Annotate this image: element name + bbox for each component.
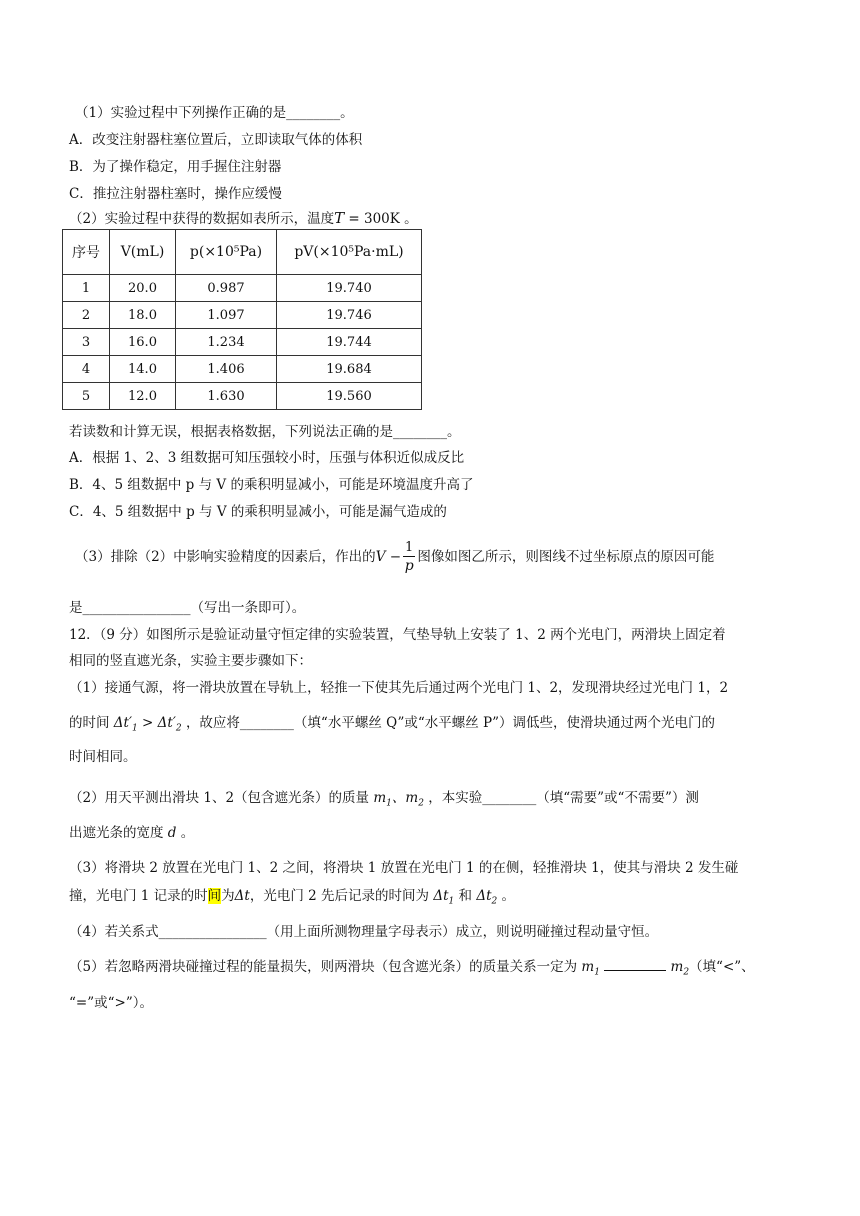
table-header-cell: p(×10⁵Pa) [176,230,277,275]
table-header-cell: V(mL) [110,230,176,275]
q11-part3: （3）排除（2）中影响实验精度的因素后，作出的V − $\frac{1}{p}$ 图像如图乙所示，则图线不过坐标原点的原因可能 [75,540,715,574]
table-cell: 1.630 [176,383,277,410]
q11-p2-option-c: C．4、5 组数据中 p 与 V 的乘积明显减小，可能是漏气造成的 [69,504,447,520]
table-row [63,302,422,329]
q11-part3-cont: 是________________（写出一条即可）。 [69,600,306,616]
q12-step5-cont: “=”或“>”）。 [69,995,153,1011]
table-cell: 5 [63,383,110,410]
table-header-cell: pV(×10⁵Pa·mL) [277,230,422,275]
q12-step1-cont: 的时间 $\Delta t'_1 > \Delta t'_2$ ，故应将________（填“水平螺丝 Q”或“水平螺丝 P”）调低些，使滑块通过两个光电门的 [69,715,716,734]
q12-step5: （5）若忽略两滑块碰撞过程的能量损失，则两滑块（包含遮光条）的质量关系一定为 $m_1$ $m_2$（填“<”、 [69,959,755,978]
table-cell: 18.0 [110,302,176,329]
table-cell: 14.0 [110,356,176,383]
table-cell: 0.987 [176,275,277,302]
table-cell: 19.684 [277,356,422,383]
q12-step4: （4）若关系式________________（用上面所测物理量字母表示）成立，则说明碰撞过程动量守恒。 [69,924,659,940]
q11-p2-option-a: A．根据 1、2、3 组数据可知压强较小时，压强与体积近似成反比 [69,450,465,466]
table-cell: 16.0 [110,329,176,356]
table-cell: 12.0 [110,383,176,410]
q12-step1: （1）接通气源，将一滑块放置在导轨上，轻推一下使其先后通过两个光电门 1、2，发现滑块经过光电门 1，2 [69,680,729,696]
table-cell: 19.746 [277,302,422,329]
q11-part2: （2）实验过程中获得的数据如表所示，温度T = 300K 。 [69,209,418,227]
q12-step3: （3）将滑块 2 放置在光电门 1、2 之间，将滑块 1 放置在光电门 1 的在侧，轻推滑块 1，使其与滑块 2 发生碰 [69,860,739,876]
table-cell: 19.744 [277,329,422,356]
table-cell: 4 [63,356,110,383]
table-cell: 19.560 [277,383,422,410]
table-row [63,329,422,356]
highlighted-char: 间 [207,888,222,904]
q12-step2-cont: 出遮光条的宽度 d 。 [69,825,195,841]
q12-step1-end: 时间相同。 [69,749,137,765]
fraction-one-over-p: $\frac{1}{p}$ [404,540,414,574]
q12-step3-cont: 撞，光电门 1 记录的时间为Δt，光电门 2 先后记录的时间为 $\Delta t_1$ 和 $\Delta t_2$ 。 [69,888,516,907]
table-row [63,383,422,410]
table-cell: 2 [63,302,110,329]
table-cell: 1.406 [176,356,277,383]
table-cell: 20.0 [110,275,176,302]
table-row [63,356,422,383]
table-cell: 3 [63,329,110,356]
table-cell: 1 [63,275,110,302]
q11-p1-option-c: C．推拉注射器柱塞时，操作应缓慢 [69,186,282,202]
q11-p1-option-b: B．为了操作稳定，用手握住注射器 [69,159,282,175]
data-table [62,229,422,410]
table-row [63,275,422,302]
q12-intro: 12．（9 分）如图所示是验证动量守恒定律的实验装置，气垫导轨上安装了 1、2 两个光电门，两滑块上固定着 [69,627,726,643]
table-cell: 1.234 [176,329,277,356]
q11-p1-option-a: A．改变注射器柱塞位置后，立即读取气体的体积 [69,132,363,148]
table-header-row [63,230,422,275]
q11-after-table: 若读数和计算无误，根据表格数据，下列说法正确的是________。 [69,424,461,440]
table-cell: 1.097 [176,302,277,329]
table-cell: 19.740 [277,275,422,302]
q11-p2-option-b: B．4、5 组数据中 p 与 V 的乘积明显减小，可能是环境温度升高了 [69,477,474,493]
q11-part1: （1）实验过程中下列操作正确的是________。 [75,105,354,121]
q12-intro-cont: 相同的竖直遮光条，实验主要步骤如下： [69,653,312,669]
q12-step2: （2）用天平测出滑块 1、2（包含遮光条）的质量 $m_1$、$m_2$ ，本实验________（填“需要”或“不需要”）测 [69,790,699,809]
table-header-cell: 序号 [63,230,110,275]
